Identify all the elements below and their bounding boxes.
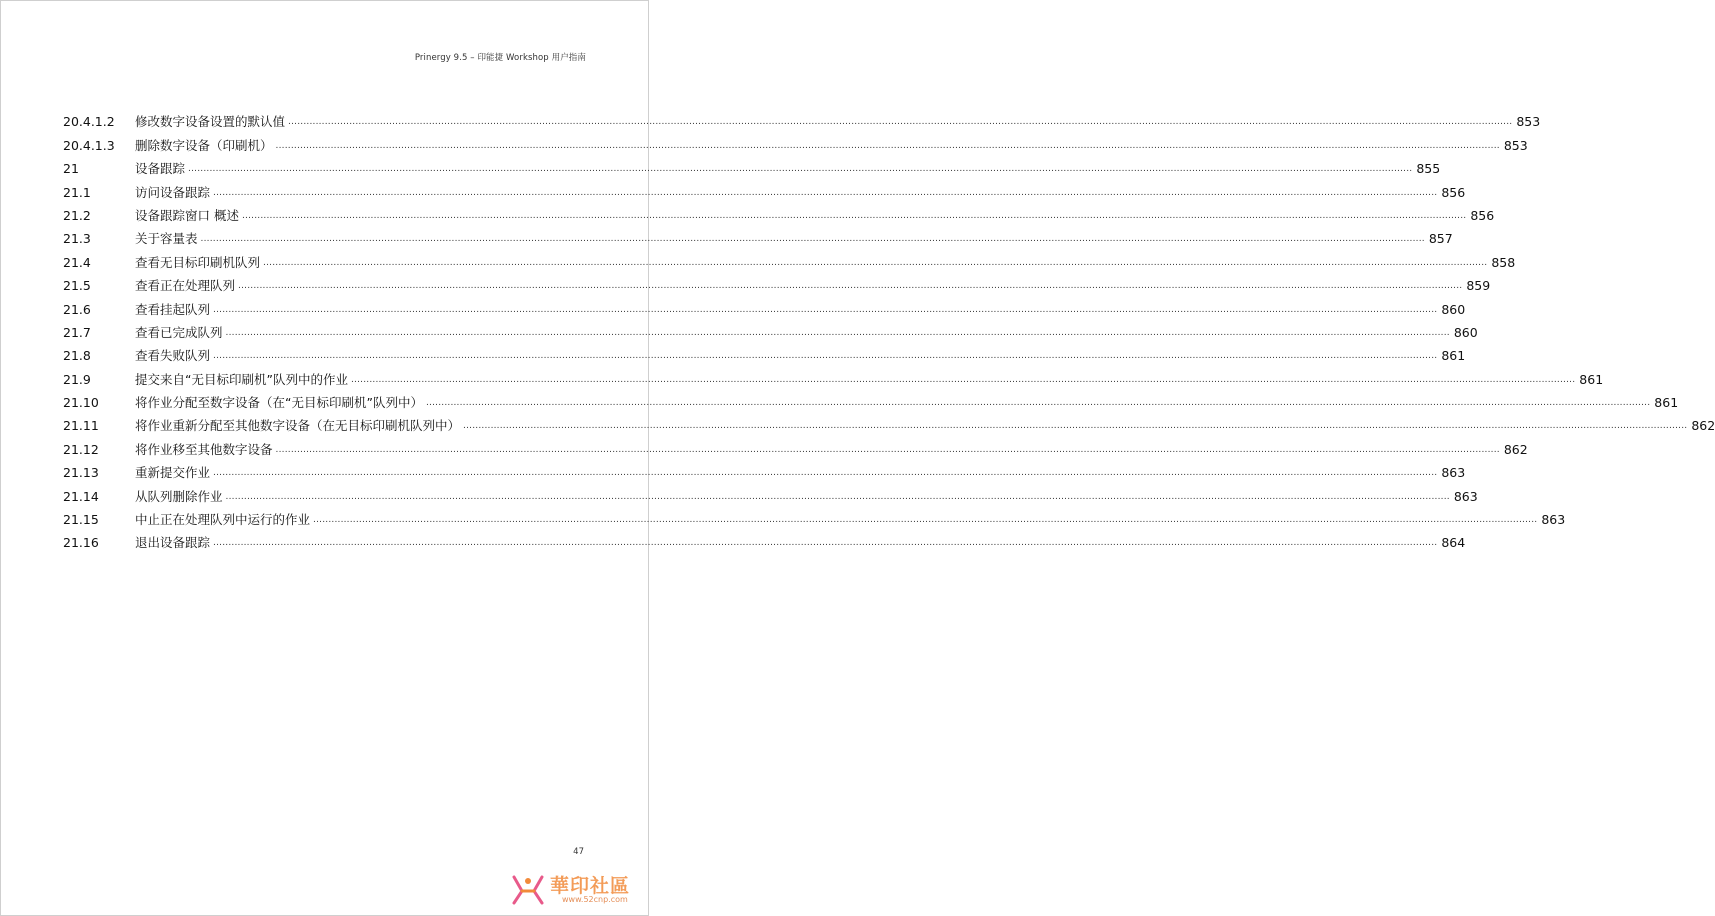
toc-entry-number: 21.14 (63, 488, 99, 504)
toc-entry-page: 856 (1441, 184, 1466, 200)
toc-entry-page: 860 (1441, 301, 1466, 317)
toc-entry-page: 861 (1441, 348, 1466, 364)
toc-leader-dots: ................................................................................................................................................................................................................................................................................................................................................................................................................ (313, 515, 1538, 526)
toc-entry-number: 21.5 (63, 278, 91, 294)
toc-entry[interactable] (63, 246, 1516, 270)
toc-entry-number: 20.4.1.2 (63, 114, 115, 130)
toc-entry-title: 查看已完成队列 (135, 324, 223, 340)
toc-entry-page: 863 (1541, 512, 1566, 528)
page-number: 47 (573, 847, 584, 857)
toc-leader-dots: ................................................................................................................................................................................................................................................................................................................................................................................................................ (263, 257, 1488, 268)
toc-entry-page: 862 (1503, 441, 1528, 457)
toc-entry[interactable] (63, 223, 1453, 247)
toc-leader-dots: ................................................................................................................................................................................................................................................................................................................................................................................................................ (213, 468, 1438, 479)
running-header: Prinergy 9.5 – 印能捷 Workshop 用户指南 (414, 53, 586, 63)
toc-leader-dots: ................................................................................................................................................................................................................................................................................................................................................................................................................ (188, 164, 1413, 175)
toc-leader-dots: ................................................................................................................................................................................................................................................................................................................................................................................................................ (213, 538, 1438, 549)
toc-entry-title: 将作业移至其他数字设备 (135, 441, 273, 457)
toc-entry-title: 查看失败队列 (135, 348, 211, 364)
toc-entry[interactable] (63, 317, 1478, 340)
toc-entry[interactable] (63, 293, 1466, 317)
toc-entry-title: 中止正在处理队列中运行的作业 (135, 512, 311, 528)
toc-entry-title: 设备跟踪 (135, 161, 186, 177)
toc-entry-page: 858 (1491, 254, 1516, 270)
toc-entry-page: 853 (1516, 114, 1541, 130)
toc-entry-number: 21.7 (63, 324, 91, 340)
toc-leader-dots: ................................................................................................................................................................................................................................................................................................................................................................................................................ (225, 491, 1450, 502)
watermark (510, 871, 640, 909)
toc-leader-dots: ................................................................................................................................................................................................................................................................................................................................................................................................................ (350, 374, 1576, 385)
toc-entry-number: 20.4.1.3 (63, 137, 115, 153)
toc-entry-number: 21 (63, 161, 79, 177)
toc-entry[interactable] (63, 504, 1566, 528)
toc-entry-number: 21.9 (63, 371, 91, 387)
toc-entry[interactable] (63, 340, 1466, 364)
toc-entry-page: 863 (1453, 488, 1478, 504)
toc-entry-title: 提交来自“无目标印刷机”队列中的作业 (135, 371, 348, 387)
toc-entry-number: 21.8 (63, 348, 91, 364)
toc-entry[interactable] (63, 106, 1541, 130)
toc-entry-number: 21.10 (63, 395, 99, 411)
toc-entry-page: 860 (1453, 324, 1478, 340)
toc-entry-title: 将作业重新分配至其他数字设备（在无目标印刷机队列中） (135, 418, 461, 434)
toc-entry-title: 查看正在处理队列 (135, 278, 236, 294)
toc-entry-page: 863 (1441, 465, 1466, 481)
toc-entry-title: 修改数字设备设置的默认值 (135, 114, 286, 130)
toc-leader-dots: ................................................................................................................................................................................................................................................................................................................................................................................................................ (275, 140, 1500, 151)
toc-leader-dots: ................................................................................................................................................................................................................................................................................................................................................................................................................ (213, 304, 1438, 315)
toc-entry-title: 访问设备跟踪 (135, 184, 211, 200)
toc-entry-number: 21.1 (63, 184, 91, 200)
toc-entry-page: 857 (1428, 231, 1453, 247)
toc-leader-dots: ................................................................................................................................................................................................................................................................................................................................................................................................................ (225, 327, 1450, 338)
watermark-url: www.52cnp.com (562, 895, 628, 904)
toc-entry-page: 856 (1470, 207, 1495, 223)
toc-entry-title: 设备跟踪窗口 概述 (135, 207, 239, 223)
toc-leader-dots: ................................................................................................................................................................................................................................................................................................................................................................................................................ (275, 444, 1500, 455)
toc-entry-title: 查看无目标印刷机队列 (135, 254, 261, 270)
toc-entry-page: 862 (1691, 418, 1715, 434)
toc-entry-title: 关于容量表 (135, 231, 198, 247)
toc-entry[interactable] (63, 433, 1528, 457)
toc-entry-page: 853 (1503, 137, 1528, 153)
toc-entry-title: 将作业分配至数字设备（在“无目标印刷机”队列中） (135, 395, 423, 411)
toc-entry[interactable] (63, 480, 1478, 504)
toc-entry[interactable] (63, 457, 1466, 481)
toc-entry[interactable] (63, 153, 1441, 177)
watermark-text: 華印社區 (550, 875, 631, 897)
toc-entry-page: 861 (1654, 395, 1679, 411)
toc-entry-number: 21.15 (63, 512, 99, 528)
toc-entry-page: 861 (1579, 371, 1604, 387)
toc-entry-title: 重新提交作业 (135, 465, 211, 481)
toc-entry-number: 21.16 (63, 535, 99, 551)
toc-leader-dots: ................................................................................................................................................................................................................................................................................................................................................................................................................ (213, 351, 1438, 362)
toc-entry[interactable] (63, 270, 1491, 294)
toc-entry-page: 864 (1441, 535, 1466, 551)
toc-entry-number: 21.12 (63, 441, 99, 457)
toc-entry[interactable] (63, 527, 1466, 551)
toc-leader-dots: ................................................................................................................................................................................................................................................................................................................................................................................................................ (200, 234, 1425, 245)
toc-leader-dots: ................................................................................................................................................................................................................................................................................................................................................................................................................ (241, 210, 1467, 221)
toc-entry-page: 855 (1416, 161, 1441, 177)
toc-entry[interactable] (63, 176, 1466, 200)
toc-leader-dots: ................................................................................................................................................................................................................................................................................................................................................................................................................ (238, 281, 1463, 292)
toc-entry[interactable] (63, 129, 1528, 153)
toc-entry[interactable] (63, 410, 1715, 434)
toc-entry-page: 859 (1466, 278, 1491, 294)
toc-entry-title: 退出设备跟踪 (135, 535, 211, 551)
toc-entry-number: 21.2 (63, 207, 91, 223)
toc-leader-dots: ................................................................................................................................................................................................................................................................................................................................................................................................................ (463, 421, 1688, 432)
toc-entry-title: 查看挂起队列 (135, 301, 211, 317)
toc-entry-number: 21.11 (63, 418, 99, 434)
toc-leader-dots: ................................................................................................................................................................................................................................................................................................................................................................................................................ (213, 187, 1438, 198)
toc-entry[interactable] (63, 363, 1604, 387)
toc-leader-dots: ................................................................................................................................................................................................................................................................................................................................................................................................................ (425, 398, 1651, 409)
toc-entry-number: 21.4 (63, 254, 91, 270)
toc-leader-dots: ................................................................................................................................................................................................................................................................................................................................................................................................................ (288, 117, 1513, 128)
toc-entry-title: 从队列删除作业 (135, 488, 223, 504)
toc-entry[interactable] (63, 387, 1679, 411)
toc-entry[interactable] (63, 200, 1495, 223)
watermark-logo-icon (510, 873, 546, 907)
toc-entry-number: 21.13 (63, 465, 99, 481)
toc-entry-number: 21.3 (63, 231, 91, 247)
table-of-contents (63, 106, 1715, 551)
toc-entry-title: 删除数字设备（印刷机） (135, 137, 273, 153)
toc-entry-number: 21.6 (63, 301, 91, 317)
